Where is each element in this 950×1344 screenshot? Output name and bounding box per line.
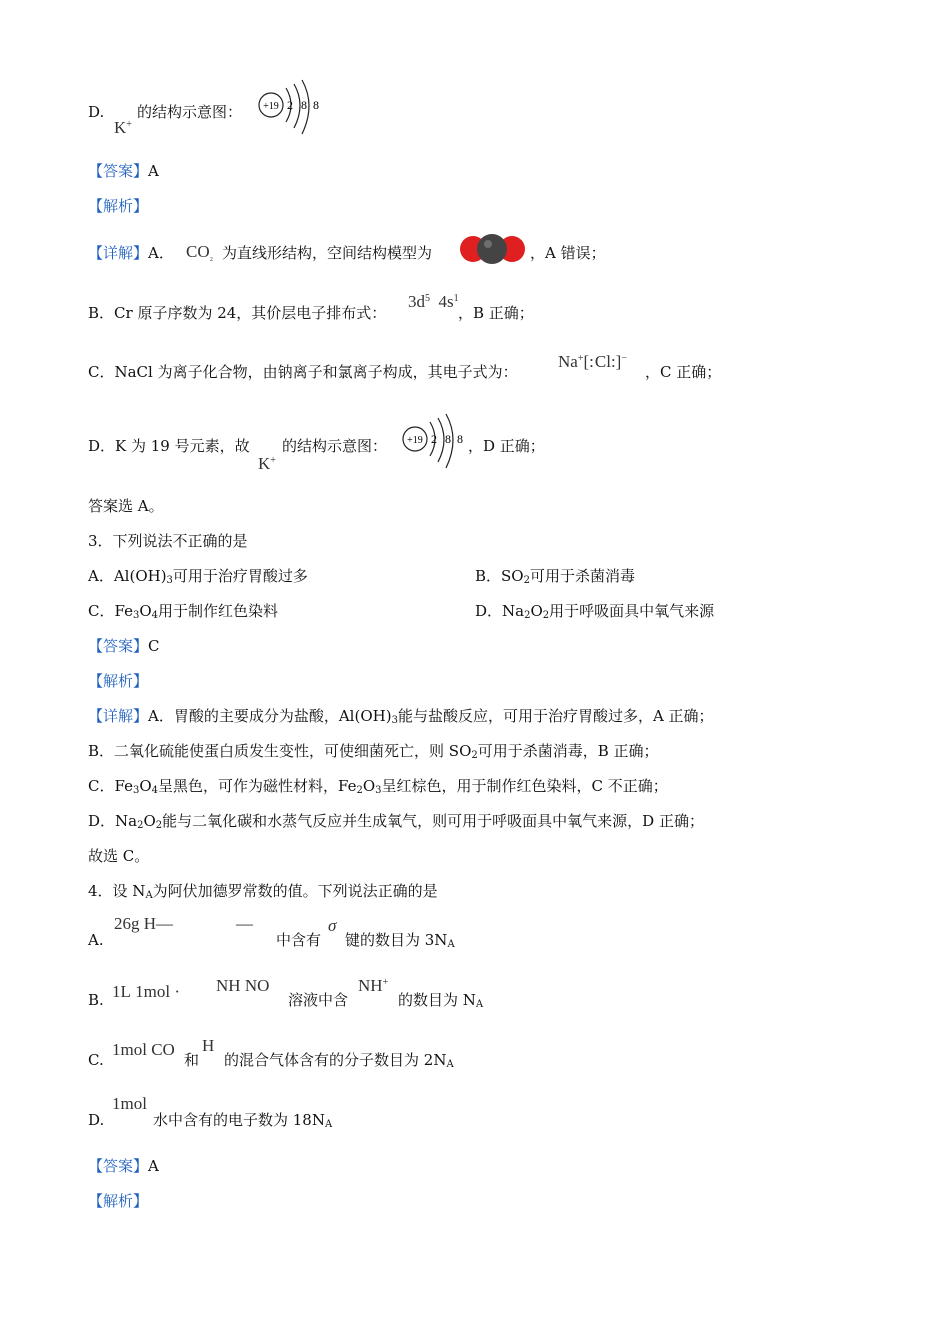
nucleus-label-2: +19 — [407, 435, 423, 446]
co2-space-filling-model — [458, 232, 528, 266]
q3-option-d: D．$Na_2O_2$用于呼吸面具中氧气来源 — [475, 602, 715, 621]
q3-detail-3: C．$Fe_3O_4$呈黑色，可作为磁性材料，$Fe_2O_3$呈红棕色，用于制作红色染料，C 不正确； — [88, 777, 668, 796]
shell-1: 2 — [287, 98, 293, 112]
q4-option-a-text: 中含有 — [276, 931, 322, 949]
detail-c-text: C．NaCl 为离子化合物，由钠离子和氯离子构成，其电子式为： — [88, 363, 518, 381]
q4-option-d-text: 水中含有的电子数为 $18N_A$ — [153, 1111, 333, 1130]
detail-a-suffix: ，A 错误； — [530, 244, 606, 262]
q4-option-b-label: B. — [88, 991, 104, 1009]
q4-option-a-label: A. — [88, 931, 104, 949]
q4-option-b-text: 溶液中含 — [288, 991, 349, 1009]
sigma-symbol: σ — [328, 916, 337, 935]
q4-b-ammonium: NH+ — [358, 976, 389, 995]
q4-analysis-tag: 【解析】 — [88, 1192, 149, 1210]
cr-electron-config: $3d^5$ $4s^1$ — [408, 292, 459, 311]
svg-text:2: 2 — [431, 432, 437, 446]
detail-d-text: D．K 为 19 号元素，故 — [88, 437, 250, 455]
k-ion-structure-diagram — [256, 80, 326, 138]
q4-b-formula-2: NH NO — [216, 976, 270, 995]
q4-option-c-label: C. — [88, 1051, 104, 1069]
option-d-text: 的结构示意图： — [137, 103, 243, 121]
q4-option-c-text: 的混合气体含有的分子数目为 $2N_A$ — [224, 1051, 454, 1070]
nacl-electron-formula: Na+[:Cl:]− — [558, 352, 627, 371]
detail-d-suffix: ，D 正确； — [468, 437, 545, 455]
q3-answer: 【答案】C — [88, 637, 160, 655]
answer-line-top: 【答案】A — [88, 162, 159, 180]
shell-2: 8 — [301, 98, 307, 112]
shell-3: 8 — [313, 98, 319, 112]
q3-conclusion: 故选 C。 — [88, 847, 150, 865]
k-ion-formula-2: K+ — [258, 454, 276, 473]
q4-option-a-text-2: 键的数目为 $3N_A$ — [345, 931, 455, 950]
q3-stem: 3．下列说法不正确的是 — [88, 532, 248, 550]
q4-b-formula-1: 1L 1mol · — [112, 982, 181, 1001]
option-d-label: D. — [88, 103, 105, 121]
k-ion-structure-diagram-2 — [400, 414, 470, 472]
q4-d-formula: 1mol — [112, 1094, 147, 1113]
detail-a-prefix: 【详解】A． — [88, 244, 174, 262]
q4-c-h2: H — [202, 1036, 215, 1055]
detail-c-suffix: ，C 正确； — [645, 363, 722, 381]
q2-conclusion: 答案选 A。 — [88, 497, 164, 515]
q4-c-formula: 1mol CO — [112, 1040, 175, 1059]
q4-option-b-text-2: 的数目为 $N_A$ — [398, 991, 484, 1010]
q3-option-a: A．$Al(OH)_3$可用于治疗胃酸过多 — [88, 567, 308, 586]
q3-detail-2: B．二氧化硫能使蛋白质发生变性，可使细菌死亡，则 $SO_2$可用于杀菌消毒，B 正确； — [88, 742, 659, 761]
q4-a-formula-bond: — — [236, 914, 253, 933]
q4-option-c-and: 和 — [184, 1051, 200, 1069]
q3-option-c: C．$Fe_3O_4$用于制作红色染料 — [88, 602, 279, 621]
co2-formula: $CO_{_2}$ — [186, 242, 214, 262]
detail-b-text: B．Cr 原子序数为 24，其价层电子排布式： — [88, 304, 387, 322]
detail-b-suffix: ，B 正确； — [458, 304, 534, 322]
q3-option-b: B．$SO_2$可用于杀菌消毒 — [475, 567, 635, 586]
nucleus-label: +19 — [263, 101, 279, 112]
svg-text:8: 8 — [457, 432, 463, 446]
detail-a-text: 为直线形结构，空间结构模型为 — [222, 244, 433, 262]
q4-a-formula: 26g H— — [114, 914, 174, 933]
k-ion-formula: K+ — [114, 118, 132, 137]
analysis-tag-top: 【解析】 — [88, 197, 149, 215]
svg-text:8: 8 — [445, 432, 451, 446]
q4-answer: 【答案】A — [88, 1157, 159, 1175]
q3-detail-1: 【详解】A．胃酸的主要成分为盐酸，$Al(OH)_3$能与盐酸反应，可用于治疗胃酸过多，A 正确； — [88, 707, 714, 726]
q4-option-d-label: D. — [88, 1111, 105, 1129]
q3-detail-4: D．$Na_2O_2$能与二氧化碳和水蒸气反应并生成氧气，则可用于呼吸面具中氧气来源，D 正确； — [88, 812, 704, 831]
detail-d-mid: 的结构示意图： — [282, 437, 388, 455]
q4-stem: 4．设 $N_A$为阿伏加德罗常数的值。下列说法正确的是 — [88, 882, 438, 901]
q3-analysis-tag: 【解析】 — [88, 672, 149, 690]
